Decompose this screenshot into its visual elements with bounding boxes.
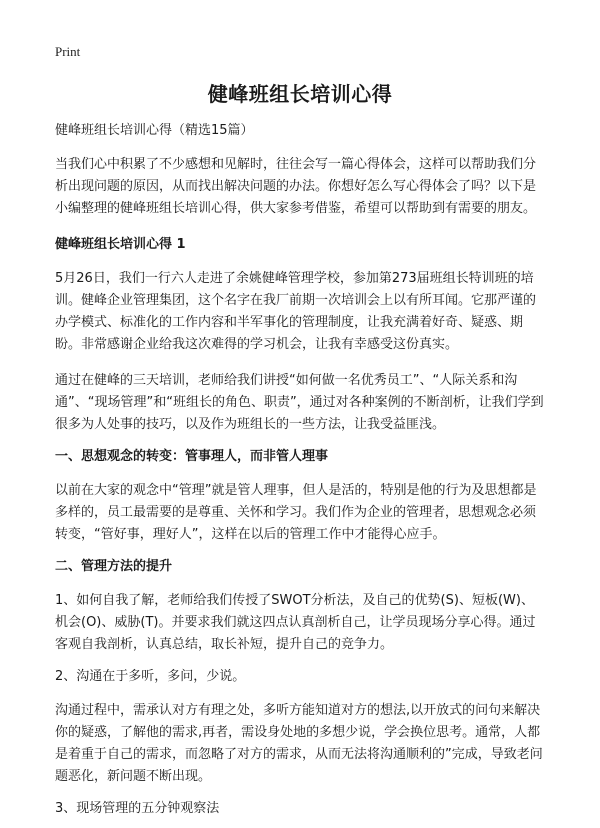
subheading-2: 二、管理方法的提升	[55, 559, 173, 574]
paragraph-7: 3、现场管理的五分钟观察法	[55, 801, 220, 816]
paragraph-5: 2、沟通在于多听，多问，少说。	[55, 669, 246, 684]
paragraph-1: 5月26日，我们一行六人走进了余姚健峰管理学校，参加第273届班组长特训班的培训。健峰企业管理集团，这个名字在我厂前期一次培训会上以有所耳闻。它那严谨的办学模式、标准化的工作内容和半军事化的管理制度，让我充满着好奇、疑惑、期盼。非常感谢企业给我这次难得的学习机会，让我有幸感受这份真实。	[55, 271, 537, 352]
print-link[interactable]: Print	[55, 44, 81, 59]
paragraph-3: 以前在大家的观念中“管理”就是管人理事，但人是活的，特别是他的行为及思想都是多样的，员工最需要的是尊重、关怀和学习。我们作为企业的管理者，思想观念必须转变，“管好事，理好人”，这样在以后的管理工作中才能得心应手。	[55, 483, 537, 542]
paragraph-2: 通过在健峰的三天培训，老师给我们讲授“如何做一名优秀员工”、“人际关系和沟通”、“现场管理”和“班组长的角色、职责”，通过对各种案例的不断剖析，让我们学到很多为人处事的技巧，以及作为班组长的一些方法，让我受益匪浅。	[55, 373, 544, 432]
subheading-1: 一、思想观念的转变：管事理人，而非管人理事	[55, 449, 329, 464]
document-subtitle: 健峰班组长培训心得（精选15篇）	[55, 123, 254, 138]
document-body	[55, 120, 545, 820]
intro-paragraph: 当我们心中积累了不少感想和见解时，往往会写一篇心得体会，这样可以帮助我们分析出现问题的原因，从而找出解决问题的办法。你想好怎么写心得体会了吗？以下是小编整理的健峰班组长培训心得，供大家参考借鉴，希望可以帮助到有需要的朋友。	[55, 157, 537, 216]
section-heading: 健峰班组长培训心得 1	[55, 237, 186, 252]
page-title: 健峰班组长培训心得	[207, 82, 393, 106]
paragraph-6: 沟通过程中，需承认对方有理之处，多听方能知道对方的想法,以开放式的问句来解决你的疑惑，了解他的需求,再者，需设身处地的多想少说，学会换位思考。通常，人都是着重于自己的需求，而忽略了对方的需求，从而无法将沟通顺利的”完成，导致老问题恶化，新问题不断出现。	[55, 703, 543, 784]
paragraph-4: 1、如何自我了解，老师给我们传授了SWOT分析法，及自己的优势(S)、短板(W)、机会(O)、威胁(T)。并要求我们就这四点认真剖析自己，让学员现场分享心得。通过客观自我剖析，认真总结，取长补短，提升自己的竞争力。	[55, 593, 536, 652]
